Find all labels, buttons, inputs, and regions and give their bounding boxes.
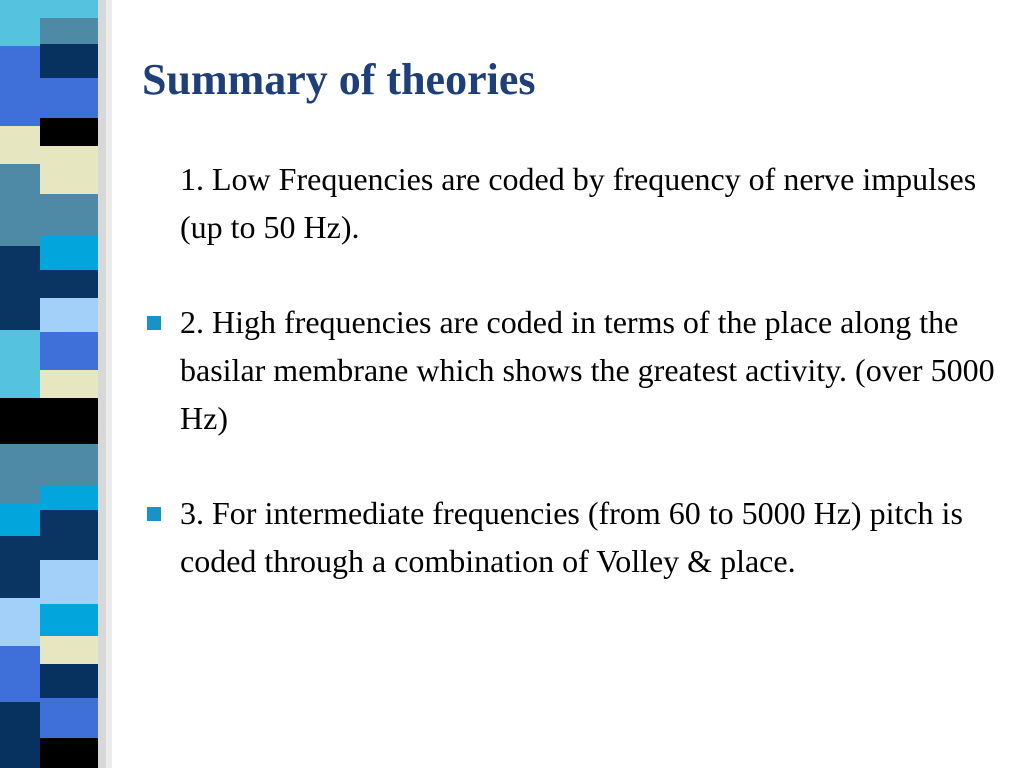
point-high-frequencies <box>146 298 1006 442</box>
point-text: 3. For intermediate frequencies (from 60 to 5000 Hz) pitch is coded through a combination of Volley & place. <box>180 495 963 579</box>
point-text: 1. Low Frequencies are coded by frequency of nerve impulses (up to 50 Hz). <box>180 161 977 245</box>
square-bullet-icon <box>147 507 161 521</box>
point-text: 2. High frequencies are coded in terms of the place along the basilar membrane which shows the greatest activity. (over 5000 Hz) <box>180 304 995 436</box>
slide-title: Summary of theories <box>142 55 536 104</box>
slide-body <box>146 155 1006 585</box>
square-bullet-icon <box>147 316 161 330</box>
point-intermediate-frequencies <box>146 489 1006 585</box>
decorative-stripe-bar <box>0 0 120 768</box>
point-low-frequencies <box>146 155 1006 251</box>
